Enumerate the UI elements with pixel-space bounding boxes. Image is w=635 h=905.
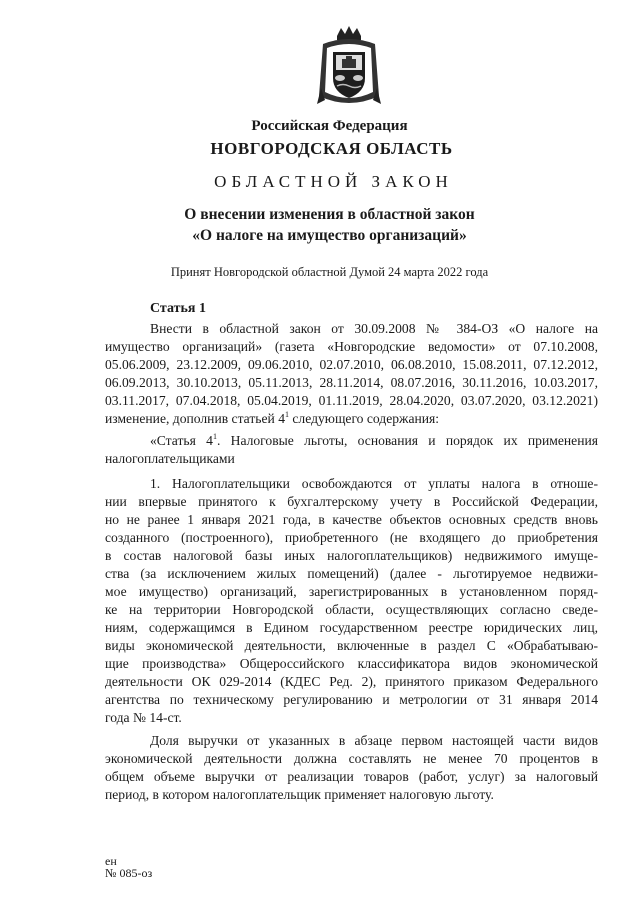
- paragraph-line: изменение, дополнив статьей $4^1$ следующего содержания:: [105, 410, 440, 426]
- paragraph-line: в состав налоговой базы иных налогоплательщиков) недвижимого имуще-: [105, 548, 598, 563]
- paragraph-line: ства (за исключением жилых помещений) (далее - льготируемое недвижи-: [105, 566, 598, 581]
- paragraph-line: экономической деятельности должна составлять не менее 70 процентов в: [105, 751, 598, 766]
- paragraph-line: Внести в областной закон от 30.09.2008 № 384-ОЗ «О налоге на: [150, 321, 598, 336]
- paragraph-line: ниям, содержащимся в Едином государственном реестре юридических лиц,: [105, 620, 598, 635]
- paragraph-line: ке на территории Новгородской области, осуществляющих согласно сведе-: [105, 602, 598, 617]
- paragraph-line: общем объеме выручки от реализации товаров (работ, услуг) за налоговый: [105, 769, 598, 784]
- paragraph-line: нии впервые принятого к бухгалтерскому учету в Российской Федерации,: [105, 494, 598, 509]
- quoted-article-heading: «Статья $4^1$. Налоговые льготы, основания и порядок их применения: [150, 432, 598, 448]
- paragraph-line: 03.11.2017, 07.04.2018, 05.04.2019, 01.11.2019, 28.04.2020, 03.07.2020, 03.12.2021): [105, 393, 598, 408]
- paragraph-line: 05.06.2009, 23.12.2009, 09.06.2010, 02.07.2010, 06.08.2010, 15.08.2011, 07.12.2012,: [105, 357, 598, 372]
- paragraph-line: виды экономической деятельности, включенные в раздел С «Обрабатываю-: [105, 638, 598, 653]
- paragraph-line: года № 14-ст.: [105, 710, 182, 725]
- paragraph-line: имущество организаций» (газета «Новгородские ведомости» от 07.10.2008,: [105, 339, 598, 354]
- paragraph-line: созданного (построенного), приобретенного (не входящего до приобретения: [105, 530, 598, 545]
- paragraph-line: период, в котором налогоплательщик применяет налоговую льготу.: [105, 787, 494, 802]
- law-title-line-1: О внесении изменения в областной закон: [184, 206, 475, 223]
- adoption-date: Принят Новгородской областной Думой 24 марта 2022 года: [170, 265, 489, 279]
- paragraph-line: 06.09.2013, 30.10.2013, 05.11.2013, 28.11.2014, 08.07.2016, 30.11.2016, 10.03.2017,: [105, 375, 598, 390]
- quoted-article-heading-line-2: налогоплательщиками: [105, 451, 235, 466]
- country-heading: Российская Федерация: [251, 118, 408, 134]
- paragraph-line: деятельности ОК 029-2014 (КДЕС Ред. 2), принятого приказом Федерального: [105, 674, 598, 689]
- document-type-heading: ОБЛАСТНОЙ ЗАКОН: [214, 172, 453, 191]
- coat-of-arms-emblem: [313, 26, 385, 112]
- article-title: Статья 1: [150, 301, 206, 316]
- paragraph-line: Доля выручки от указанных в абзаце первом настоящей части видов: [150, 733, 598, 748]
- paragraph-line: мое имущество) организаций, зарегистрированных в установленном поряд-: [105, 584, 598, 599]
- paragraph-line: 1. Налогоплательщики освобождаются от уплаты налога в отноше-: [150, 476, 598, 491]
- region-heading: НОВГОРОДСКАЯ ОБЛАСТЬ: [210, 139, 453, 158]
- law-title-line-2: «О налоге на имущество организаций»: [192, 227, 467, 244]
- footer-initials: ен: [105, 854, 117, 868]
- paragraph-line: щие производства» Общероссийского классификатора видов экономической: [105, 656, 598, 671]
- paragraph-line: но не ранее 1 января 2021 года, в качестве объектов основных средств вновь: [105, 512, 598, 527]
- footer-document-number: № 085-оз: [105, 866, 153, 880]
- paragraph-line: агентства по техническому регулированию и метрологии от 31 января 2014: [105, 692, 598, 707]
